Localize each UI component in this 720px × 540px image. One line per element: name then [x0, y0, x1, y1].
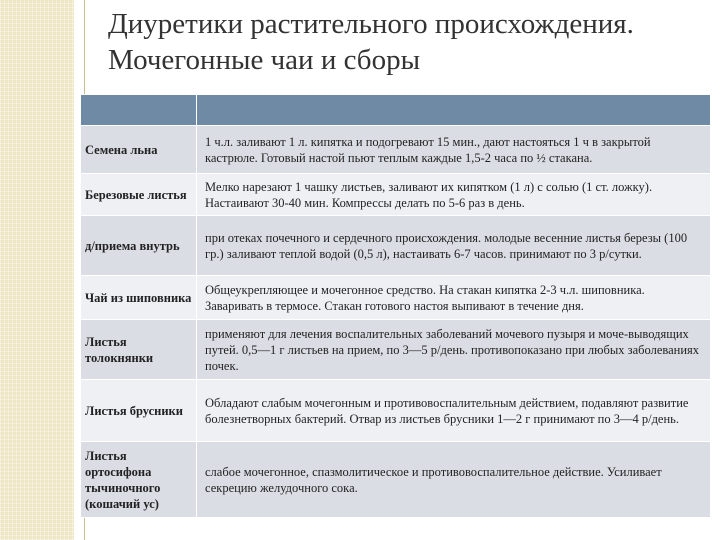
remedies-table: [80, 94, 711, 518]
remedy-name: Листья брусники: [81, 380, 197, 442]
remedy-description: Мелко нарезают 1 чашку листьев, заливают их кипятком (1 л) с солью (1 ст. ложку). Настаивают 30-40 мин. Компрессы делать по 5-6 раз в день.: [197, 174, 711, 216]
slide-title: [108, 6, 708, 78]
remedy-description: слабое мочегонное, спазмолитическое и противовоспалительное действие. Усиливает секрецию желудочного сока.: [197, 442, 711, 518]
remedy-name: Семена льна: [81, 126, 197, 174]
remedy-description: Обладают слабым мочегонным и противовоспалительным действием, подавляют развитие болезнетворных бактерий. Отвар из листьев брусники 1—2 г принимают по 3—4 р/день.: [197, 380, 711, 442]
decorative-side-strip: [0, 0, 74, 540]
remedy-description: при отеках почечного и сердечного происхождения. молодые весенние листья березы (100 гр.) заливают теплой водой (0,5 л), настаивать 6-7 часов. принимают по 3 р/сутки.: [197, 216, 711, 276]
table-row: [81, 380, 711, 442]
remedy-name: Березовые листья: [81, 174, 197, 216]
remedy-description: применяют для лечения воспалительных заболеваний мочевого пузыря и моче-выводящих путей. 0,5—1 г листьев на прием, по 3—5 р/день. противопоказано при любых заболеваниях почек.: [197, 320, 711, 380]
remedy-description: 1 ч.л. заливают 1 л. кипятка и подогревают 15 мин., дают настояться 1 ч в закрытой кастрюле. Готовый настой пьют теплым каждые 1,5-2 часа по ½ стакана.: [197, 126, 711, 174]
remedy-name: Листья ортосифона тычиночного (кошачий ус): [81, 442, 197, 518]
remedy-description: Общеукрепляющее и мочегонное средство. На стакан кипятка 2-3 ч.л. шиповника. Заваривать в термосе. Стакан готового настоя выпивают в течение дня.: [197, 276, 711, 320]
table-row: [81, 174, 711, 216]
table-row: [81, 320, 711, 380]
table-row: [81, 276, 711, 320]
remedy-name: Чай из шиповника: [81, 276, 197, 320]
table-row: [81, 216, 711, 276]
slide-title-line-2: Мочегонные чаи и сборы: [108, 44, 421, 76]
remedy-name: д/приема внутрь: [81, 216, 197, 276]
table-header-row: [81, 95, 711, 126]
table-header-cell: [197, 95, 711, 126]
table-row: [81, 126, 711, 174]
slide-title-line-1: Диуретики растительного происхождения.: [108, 8, 634, 40]
remedy-name: Листья толокнянки: [81, 320, 197, 380]
table-row: [81, 442, 711, 518]
table-header-cell: [81, 95, 197, 126]
